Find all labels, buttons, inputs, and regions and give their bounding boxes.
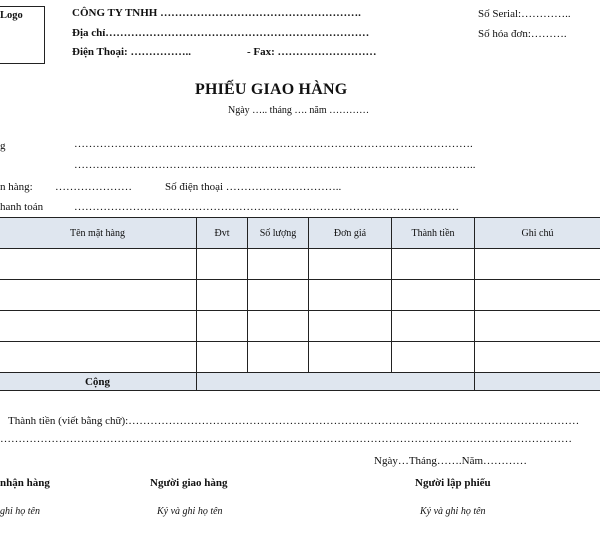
- table-row: [0, 311, 600, 342]
- amount-in-words-cont: …………………………………………………………………………………………………………………………………………: [0, 433, 572, 445]
- column-header: Số lượng: [248, 218, 309, 249]
- table-cell[interactable]: [475, 249, 600, 280]
- receiver-title: nhận hàng: [0, 477, 50, 489]
- table-cell[interactable]: [248, 342, 309, 373]
- total-label: Cộng: [0, 373, 197, 391]
- table-cell[interactable]: [197, 249, 248, 280]
- document-title: PHIẾU GIAO HÀNG: [195, 81, 348, 98]
- table-cell[interactable]: [475, 342, 600, 373]
- table-row: [0, 280, 600, 311]
- company-address: Địa chỉ………………………………………………………………: [72, 27, 370, 39]
- deliverer-note: Ký và ghi họ tên: [157, 506, 223, 517]
- table-total-row: [0, 373, 600, 391]
- column-header: Đvt: [197, 218, 248, 249]
- table-cell[interactable]: [392, 280, 475, 311]
- column-header: Tên mặt hàng: [0, 218, 197, 249]
- table-cell[interactable]: [197, 280, 248, 311]
- serial-number: Số Serial:…………..: [478, 8, 571, 20]
- field-label-payment: hanh toán: [0, 201, 44, 213]
- amount-in-words: Thành tiền (viết bằng chữ):……………………………………………………………………………………………………………: [8, 415, 580, 427]
- table-cell[interactable]: [0, 249, 197, 280]
- table-row: [0, 342, 600, 373]
- table-cell[interactable]: [197, 342, 248, 373]
- field-phone-number: Số điện thoại …………………………..: [165, 181, 342, 193]
- table-cell[interactable]: [475, 311, 600, 342]
- table-header-row: [0, 218, 600, 249]
- field-dots-name: ……………………………………………………………………………………………….: [74, 138, 473, 150]
- column-header: Thành tiền: [392, 218, 475, 249]
- table-cell[interactable]: [248, 280, 309, 311]
- invoice-number: Số hóa đơn:……….: [478, 28, 567, 40]
- deliverer-title: Người giao hàng: [150, 477, 228, 489]
- logo-label: Logo: [0, 10, 23, 21]
- table-cell[interactable]: [248, 249, 309, 280]
- field-dots-recipient: …………………: [55, 181, 132, 193]
- company-fax: - Fax: ………………………: [247, 46, 377, 58]
- field-label-name: g: [0, 140, 6, 152]
- items-table: [0, 217, 600, 391]
- field-dots-name-cont: ………………………………………………………………………………………………..: [74, 159, 476, 171]
- table-cell[interactable]: [392, 311, 475, 342]
- field-label-recipient: n hàng:: [0, 181, 33, 193]
- table-cell[interactable]: [309, 311, 392, 342]
- column-header: Ghi chú: [475, 218, 600, 249]
- table-row: [0, 249, 600, 280]
- column-header: Đơn giá: [309, 218, 392, 249]
- date-line: Ngày ….. tháng …. năm …………: [228, 105, 370, 116]
- receiver-note: ghi họ tên: [0, 506, 40, 517]
- table-cell[interactable]: [197, 311, 248, 342]
- table-cell[interactable]: [309, 249, 392, 280]
- total-amount-cell[interactable]: [197, 373, 475, 391]
- table-cell[interactable]: [0, 280, 197, 311]
- company-name: CÔNG TY TNHH ……………………………………………….: [72, 7, 361, 19]
- table-cell[interactable]: [0, 311, 197, 342]
- signature-date: Ngày…Tháng…….Năm…………: [374, 455, 528, 467]
- table-cell[interactable]: [309, 342, 392, 373]
- table-cell[interactable]: [475, 280, 600, 311]
- total-note-cell[interactable]: [475, 373, 600, 391]
- table-cell[interactable]: [392, 342, 475, 373]
- field-dots-payment: ……………………………………………………………………………………………: [74, 201, 459, 213]
- table-cell[interactable]: [392, 249, 475, 280]
- company-phone: Điện Thoại: ……………..: [72, 46, 191, 58]
- issuer-note: Ký và ghi họ tên: [420, 506, 486, 517]
- issuer-title: Người lập phiếu: [415, 477, 491, 489]
- table-cell[interactable]: [309, 280, 392, 311]
- table-cell[interactable]: [0, 342, 197, 373]
- table-cell[interactable]: [248, 311, 309, 342]
